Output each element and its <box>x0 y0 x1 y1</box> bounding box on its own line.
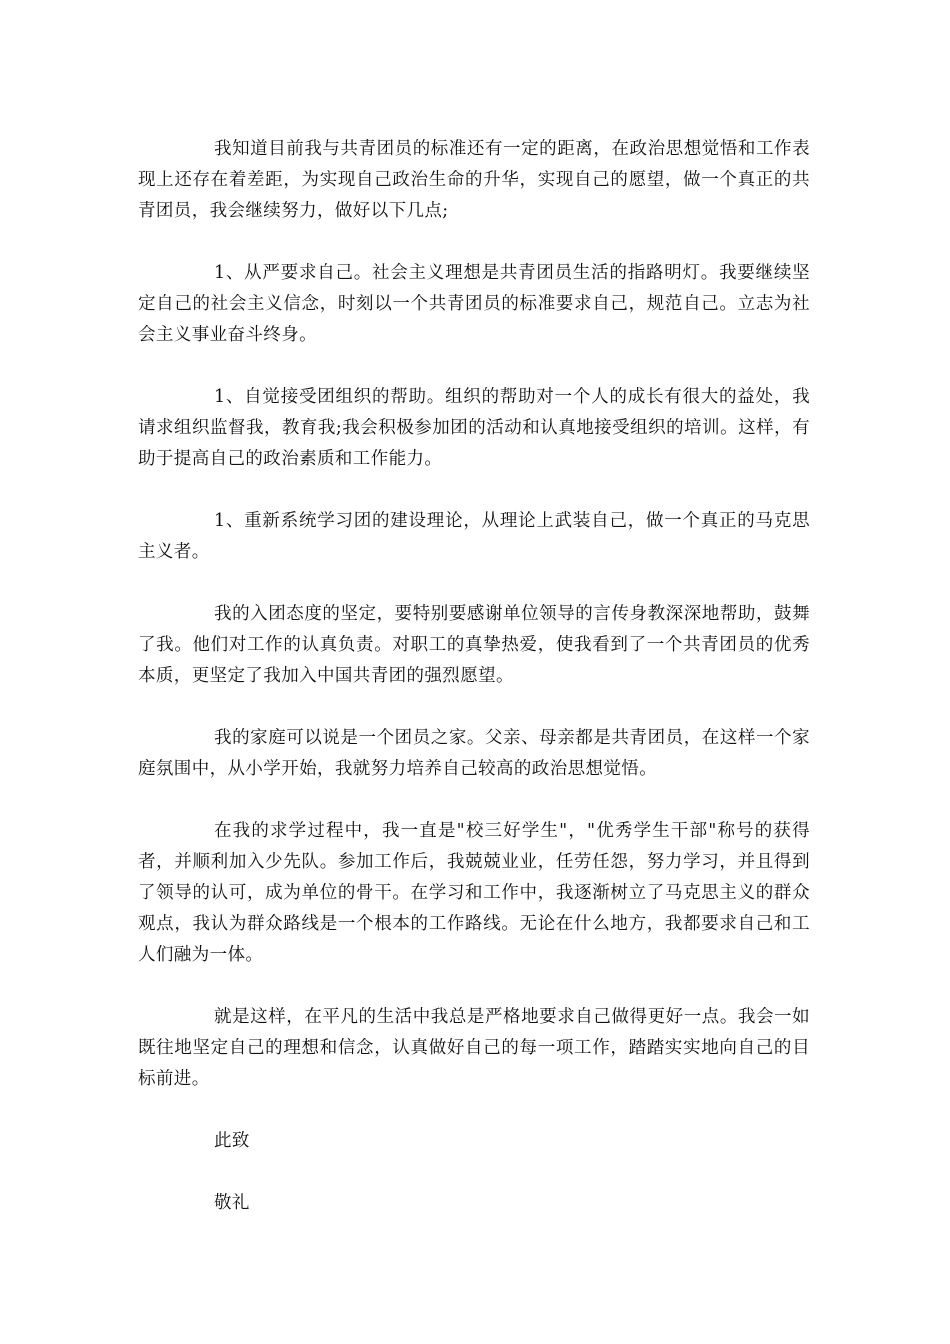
paragraph-4: 1、重新系统学习团的建设理论，从理论上武装自己，做一个真正的马克思主义者。 <box>138 511 810 562</box>
document-body <box>138 134 810 1250</box>
paragraph-7: 在我的求学过程中，我一直是"校三好学生"，"优秀学生干部"称号的获得者，并顺利加入少先队。参加工作后，我兢兢业业，任劳任怨，努力学习，并且得到了领导的认可，成为单位的骨干。在学习和工作中，我逐渐树立了马克思主义的群众观点，我认为群众路线是一个根本的工作路线。无论在什么地方，我都要求自己和工人们融为一体。 <box>138 821 810 965</box>
paragraph-6: 我的家庭可以说是一个团员之家。父亲、母亲都是共青团员，在这样一个家庭氛围中，从小学开始，我就努力培养自己较高的政治思想觉悟。 <box>138 728 810 779</box>
paragraph-8: 就是这样，在平凡的生活中我总是严格地要求自己做得更好一点。我会一如既往地坚定自己的理想和信念，认真做好自己的每一项工作，踏踏实实地向自己的目标前进。 <box>138 1007 810 1089</box>
closing-regards: 敬礼 <box>214 1193 250 1213</box>
closing-salutation: 此致 <box>214 1131 250 1151</box>
paragraph-5: 我的入团态度的坚定，要特别要感谢单位领导的言传身教深深地帮助，鼓舞了我。他们对工作的认真负责。对职工的真挚热爱，使我看到了一个共青团员的优秀本质，更坚定了我加入中国共青团的强烈愿望。 <box>138 604 810 686</box>
paragraph-3: 1、自觉接受团组织的帮助。组织的帮助对一个人的成长有很大的益处，我请求组织监督我，教育我;我会积极参加团的活动和认真地接受组织的培训。这样，有助于提高自己的政治素质和工作能力。 <box>138 387 810 469</box>
paragraph-2: 1、从严要求自己。社会主义理想是共青团员生活的指路明灯。我要继续坚定自己的社会主义信念，时刻以一个共青团员的标准要求自己，规范自己。立志为社会主义事业奋斗终身。 <box>138 263 810 345</box>
paragraph-1: 我知道目前我与共青团员的标准还有一定的距离，在政治思想觉悟和工作表现上还存在着差距，为实现自己政治生命的升华，实现自己的愿望，做一个真正的共青团员，我会继续努力，做好以下几点; <box>138 139 810 221</box>
